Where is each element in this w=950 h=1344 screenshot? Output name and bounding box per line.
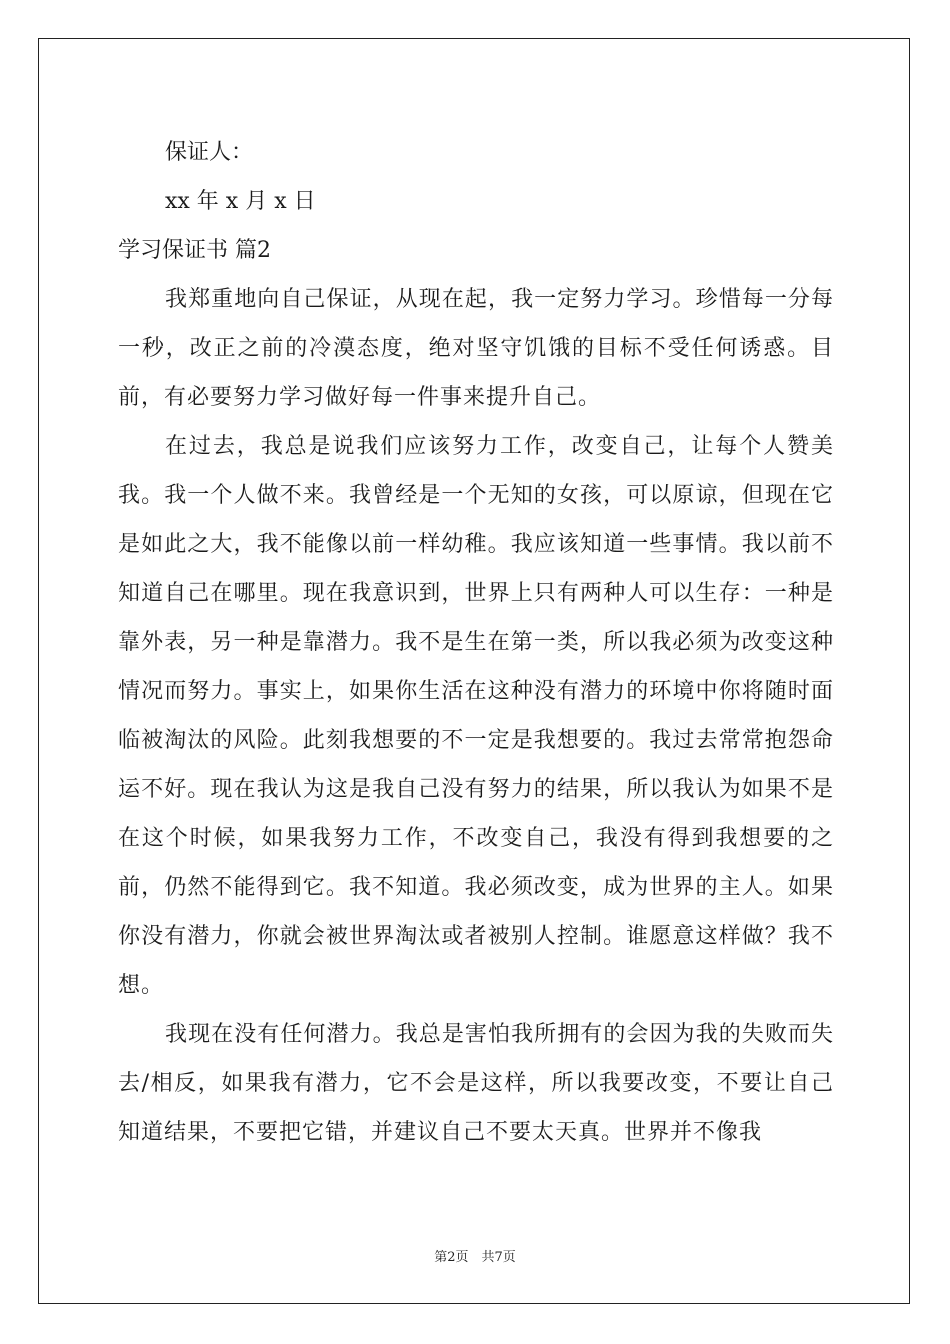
paragraph: 我现在没有任何潜力。我总是害怕我所拥有的会因为我的失败而失去/相反，如果我有潜力，它不会是这样，所以我要改变，不要让自己知道结果，不要把它错，并建议自己不要太天真。世界并不像我 (118, 1022, 834, 1145)
document-body (118, 128, 834, 1157)
guarantor-label: 保证人： (165, 140, 254, 165)
page-number: 第2页 共7页 (434, 1250, 516, 1265)
section-title: 学习保证书 篇2 (118, 238, 271, 263)
paragraphs (118, 275, 834, 1157)
paragraph: 在过去，我总是说我们应该努力工作，改变自己，让每个人赞美我。我一个人做不来。我曾经是一个无知的女孩，可以原谅，但现在它是如此之大，我不能像以前一样幼稚。我应该知道一些事情。我以前不知道自己在哪里。现在我意识到，世界上只有两种人可以生存：一种是靠外表，另一种是靠潜力。我不是生在第一类，所以我必须为改变这种情况而努力。事实上，如果你生活在这种没有潜力的环境中你将随时面临被淘汰的风险。此刻我想要的不一定是我想要的。我过去常常抱怨命运不好。现在我认为这是我自己没有努力的结果，所以我认为如果不是在这个时候，如果我努力工作，不改变自己，我没有得到我想要的之前，仍然不能得到它。我不知道。我必须改变，成为世界的主人。如果你没有潜力，你就会被世界淘汰或者被别人控制。谁愿意这样做？我不想。 (118, 434, 834, 998)
date-line: xx 年 x 月 x 日 (165, 189, 316, 214)
paragraph: 我郑重地向自己保证，从现在起，我一定努力学习。珍惜每一分每一秒，改正之前的冷漠态度，绝对坚守饥饿的目标不受任何诱惑。目前，有必要努力学习做好每一件事来提升自己。 (118, 287, 834, 410)
